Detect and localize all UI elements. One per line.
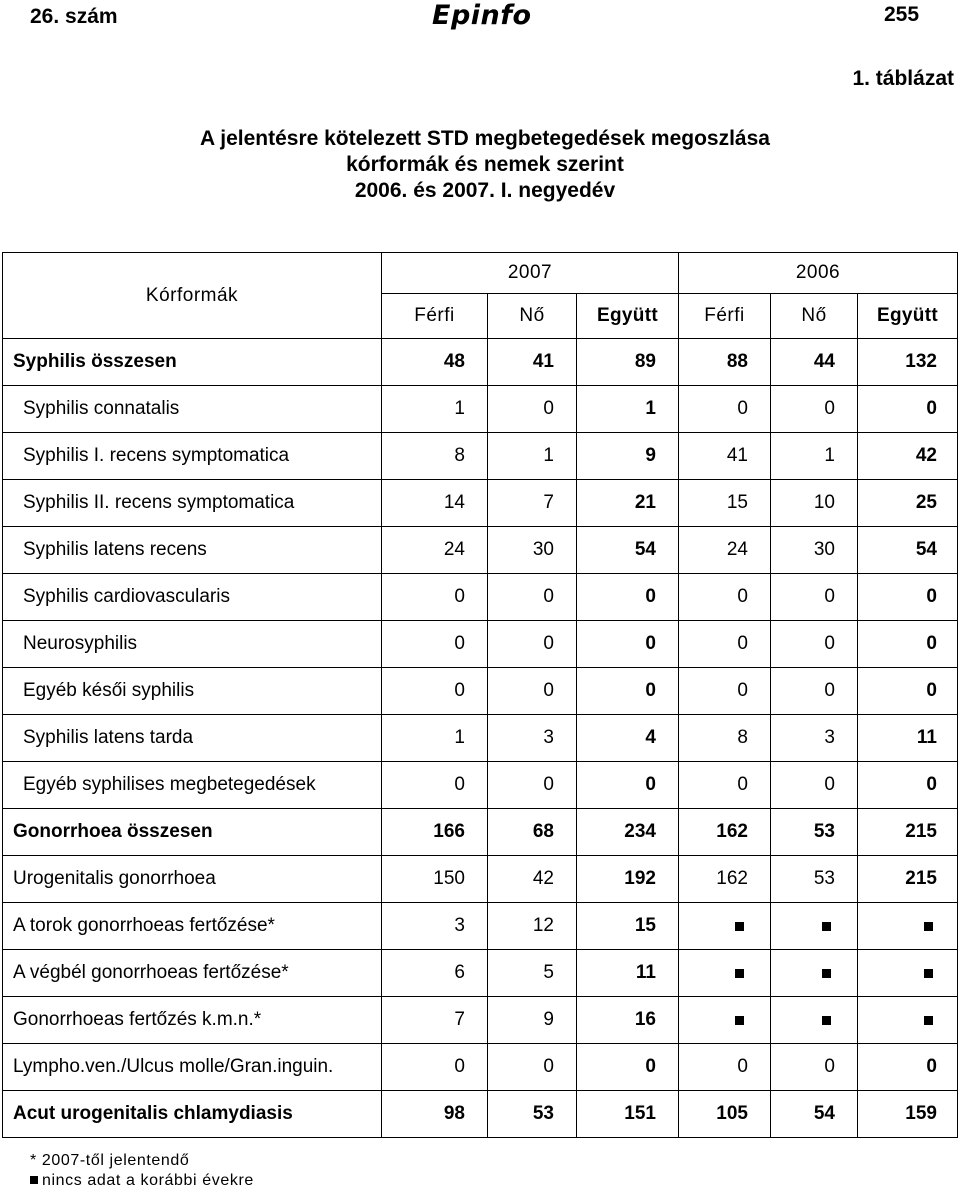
year-2006-header: 2006: [679, 253, 958, 294]
value-cell: 48: [382, 339, 488, 386]
value-cell: 162: [679, 809, 771, 856]
value-cell: 24: [679, 527, 771, 574]
value-cell: 0: [488, 1044, 577, 1091]
value-cell: 132: [858, 339, 958, 386]
value-cell: 0: [679, 1044, 771, 1091]
row-label: Syphilis cardiovascularis: [3, 574, 382, 621]
value-cell: [771, 903, 858, 950]
value-cell: 234: [577, 809, 679, 856]
value-cell: 0: [858, 1044, 958, 1091]
page-number: 255: [884, 3, 920, 26]
value-cell: 10: [771, 480, 858, 527]
value-cell: 8: [679, 715, 771, 762]
value-cell: 0: [488, 574, 577, 621]
value-cell: 9: [577, 433, 679, 480]
table-row: [3, 903, 958, 950]
table-row: [3, 950, 958, 997]
value-cell: 0: [488, 668, 577, 715]
subheader-ferfi-2007: Férfi: [382, 294, 488, 339]
table-row: [3, 668, 958, 715]
value-cell: 1: [488, 433, 577, 480]
value-cell: 1: [382, 386, 488, 433]
value-cell: 0: [382, 762, 488, 809]
value-cell: 192: [577, 856, 679, 903]
table-row: [3, 856, 958, 903]
no-data-square-icon: [822, 922, 831, 931]
row-label: Acut urogenitalis chlamydiasis: [3, 1091, 382, 1138]
table-row: [3, 1091, 958, 1138]
square-marker-icon: [30, 1176, 38, 1184]
value-cell: 166: [382, 809, 488, 856]
table-row: [3, 715, 958, 762]
value-cell: 42: [488, 856, 577, 903]
table-row: [3, 386, 958, 433]
no-data-square-icon: [822, 969, 831, 978]
row-label: Neurosyphilis: [3, 621, 382, 668]
value-cell: 4: [577, 715, 679, 762]
value-cell: [679, 903, 771, 950]
footnote-reportable: * 2007-től jelentendő: [30, 1152, 190, 1169]
value-cell: 0: [679, 621, 771, 668]
value-cell: 0: [679, 386, 771, 433]
value-cell: 54: [577, 527, 679, 574]
row-label: Syphilis connatalis: [3, 386, 382, 433]
value-cell: 0: [382, 574, 488, 621]
table-title: [0, 126, 960, 204]
no-data-square-icon: [735, 1016, 744, 1025]
value-cell: 0: [577, 762, 679, 809]
value-cell: [679, 997, 771, 1044]
value-cell: 0: [858, 762, 958, 809]
value-cell: 0: [858, 621, 958, 668]
value-cell: 30: [771, 527, 858, 574]
no-data-square-icon: [924, 969, 933, 978]
value-cell: [679, 950, 771, 997]
value-cell: 15: [577, 903, 679, 950]
value-cell: 53: [488, 1091, 577, 1138]
table-row: [3, 997, 958, 1044]
value-cell: 8: [382, 433, 488, 480]
value-cell: 30: [488, 527, 577, 574]
row-label: Syphilis latens tarda: [3, 715, 382, 762]
subheader-no-2006: Nő: [771, 294, 858, 339]
table-row: [3, 480, 958, 527]
value-cell: 0: [577, 1044, 679, 1091]
table-row: [3, 762, 958, 809]
value-cell: 0: [771, 762, 858, 809]
value-cell: 215: [858, 856, 958, 903]
journal-logo: Epinfo: [432, 0, 532, 31]
value-cell: 0: [771, 386, 858, 433]
title-line-1: A jelentésre kötelezett STD megbetegedések megoszlása: [200, 127, 770, 150]
value-cell: 11: [858, 715, 958, 762]
value-cell: 12: [488, 903, 577, 950]
value-cell: 1: [382, 715, 488, 762]
value-cell: 0: [488, 621, 577, 668]
value-cell: 0: [382, 621, 488, 668]
no-data-square-icon: [924, 1016, 933, 1025]
row-label: Syphilis II. recens symptomatica: [3, 480, 382, 527]
no-data-square-icon: [822, 1016, 831, 1025]
subheader-no-2007: Nő: [488, 294, 577, 339]
row-label: Urogenitalis gonorrhoea: [3, 856, 382, 903]
title-line-2: kórformák és nemek szerint: [346, 153, 624, 176]
row-label: Lympho.ven./Ulcus molle/Gran.inguin.: [3, 1044, 382, 1091]
no-data-square-icon: [735, 922, 744, 931]
table-row: [3, 1044, 958, 1091]
row-label: A végbél gonorrhoeas fertőzése*: [3, 950, 382, 997]
footnote-no-data-text: nincs adat a korábbi évekre: [42, 1172, 254, 1189]
subheader-egyutt-2006: Együtt: [858, 294, 958, 339]
value-cell: 0: [577, 621, 679, 668]
table-number: 1. táblázat: [852, 67, 954, 90]
value-cell: [858, 903, 958, 950]
value-cell: 54: [771, 1091, 858, 1138]
row-label: A torok gonorrhoeas fertőzése*: [3, 903, 382, 950]
title-line-3: 2006. és 2007. I. negyedév: [354, 179, 616, 202]
value-cell: 88: [679, 339, 771, 386]
row-header-cell: Kórformák: [3, 253, 382, 339]
value-cell: [858, 997, 958, 1044]
table-row: [3, 809, 958, 856]
value-cell: 0: [488, 762, 577, 809]
value-cell: 1: [771, 433, 858, 480]
value-cell: 15: [679, 480, 771, 527]
value-cell: 42: [858, 433, 958, 480]
value-cell: 0: [577, 574, 679, 621]
value-cell: 105: [679, 1091, 771, 1138]
value-cell: 1: [577, 386, 679, 433]
value-cell: 89: [577, 339, 679, 386]
year-2007-header: 2007: [382, 253, 679, 294]
value-cell: 151: [577, 1091, 679, 1138]
value-cell: 16: [577, 997, 679, 1044]
value-cell: 0: [771, 668, 858, 715]
row-label: Egyéb késői syphilis: [3, 668, 382, 715]
value-cell: 3: [382, 903, 488, 950]
subheader-ferfi-2006: Férfi: [679, 294, 771, 339]
table-row: [3, 527, 958, 574]
value-cell: 0: [679, 668, 771, 715]
value-cell: 0: [858, 386, 958, 433]
value-cell: 54: [858, 527, 958, 574]
footnote-no-data: [30, 1172, 254, 1190]
value-cell: 0: [771, 621, 858, 668]
row-label: Syphilis latens recens: [3, 527, 382, 574]
value-cell: 0: [382, 1044, 488, 1091]
value-cell: 98: [382, 1091, 488, 1138]
value-cell: 0: [771, 574, 858, 621]
value-cell: 41: [679, 433, 771, 480]
value-cell: 11: [577, 950, 679, 997]
value-cell: 150: [382, 856, 488, 903]
issue-number: 26. szám: [30, 5, 118, 28]
value-cell: 53: [771, 809, 858, 856]
row-label: Gonorrhoeas fertőzés k.m.n.*: [3, 997, 382, 1044]
table-row: [3, 621, 958, 668]
value-cell: 25: [858, 480, 958, 527]
value-cell: 14: [382, 480, 488, 527]
value-cell: [771, 950, 858, 997]
row-label: Egyéb syphilises megbetegedések: [3, 762, 382, 809]
row-label: Gonorrhoea összesen: [3, 809, 382, 856]
value-cell: 21: [577, 480, 679, 527]
table-row: [3, 433, 958, 480]
value-cell: 5: [488, 950, 577, 997]
year-header-row: [3, 253, 958, 294]
value-cell: 159: [858, 1091, 958, 1138]
value-cell: [858, 950, 958, 997]
value-cell: 9: [488, 997, 577, 1044]
value-cell: 0: [382, 668, 488, 715]
value-cell: 44: [771, 339, 858, 386]
value-cell: 0: [858, 668, 958, 715]
row-label: Syphilis összesen: [3, 339, 382, 386]
value-cell: 0: [679, 574, 771, 621]
table-row: [3, 574, 958, 621]
value-cell: 7: [488, 480, 577, 527]
value-cell: 6: [382, 950, 488, 997]
value-cell: 3: [771, 715, 858, 762]
value-cell: 215: [858, 809, 958, 856]
value-cell: [771, 997, 858, 1044]
no-data-square-icon: [735, 969, 744, 978]
no-data-square-icon: [924, 922, 933, 931]
value-cell: 7: [382, 997, 488, 1044]
value-cell: 53: [771, 856, 858, 903]
value-cell: 68: [488, 809, 577, 856]
value-cell: 0: [577, 668, 679, 715]
value-cell: 24: [382, 527, 488, 574]
value-cell: 41: [488, 339, 577, 386]
value-cell: 0: [858, 574, 958, 621]
table-row: [3, 339, 958, 386]
value-cell: 162: [679, 856, 771, 903]
std-cases-table: [2, 252, 958, 1138]
value-cell: 0: [771, 1044, 858, 1091]
value-cell: 0: [679, 762, 771, 809]
subheader-egyutt-2007: Együtt: [577, 294, 679, 339]
value-cell: 3: [488, 715, 577, 762]
row-label: Syphilis I. recens symptomatica: [3, 433, 382, 480]
value-cell: 0: [488, 386, 577, 433]
